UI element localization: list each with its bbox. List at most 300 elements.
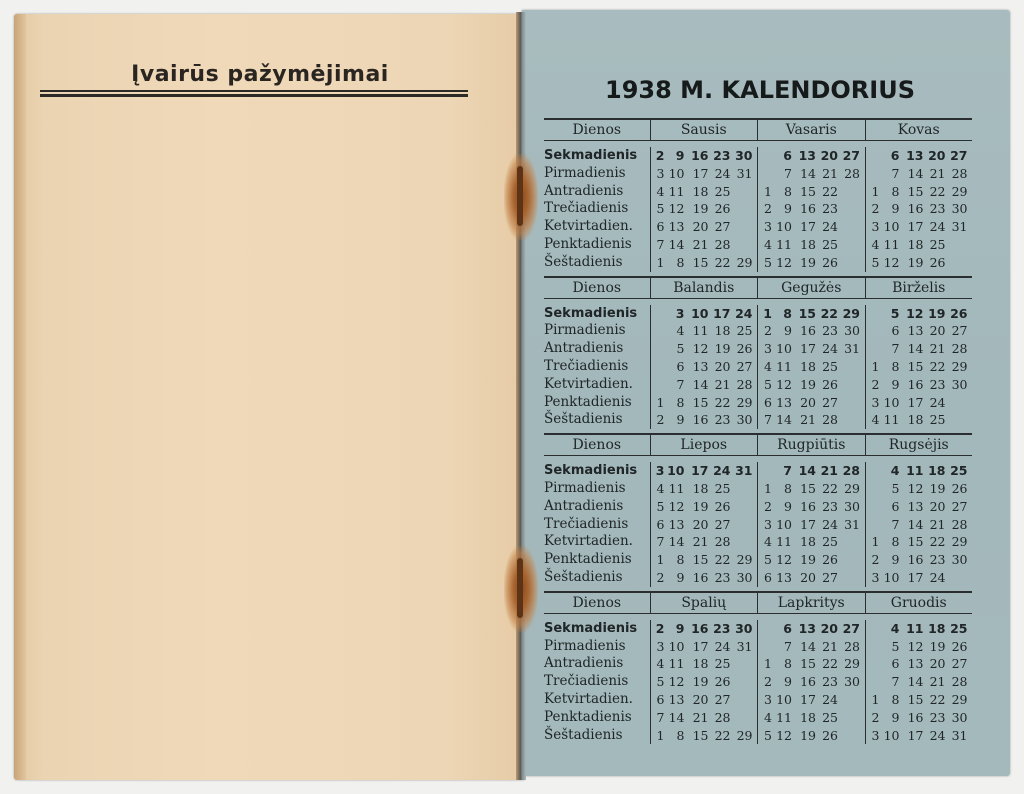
date-cell: 2 [656, 412, 665, 428]
date-cell: 10 [883, 569, 900, 585]
date-cell [731, 218, 753, 236]
date-cell [838, 183, 860, 201]
date-cell: 15 [692, 394, 709, 410]
date-cell: 5 [871, 254, 880, 270]
date-cell: 9 [784, 498, 792, 514]
date-cell: 20 [692, 219, 709, 235]
date-cell: 18 [800, 709, 816, 725]
date-cell: 28 [951, 165, 968, 181]
date-cell: 14 [907, 341, 924, 357]
date-cell: 27 [822, 394, 838, 410]
date-cell: 6 [891, 323, 900, 339]
date-cell: 15 [692, 727, 709, 743]
date-cell: 22 [929, 183, 946, 199]
date-cell: 11 [692, 323, 709, 339]
date-cell: 27 [951, 498, 968, 514]
date-cell: 3 [871, 569, 880, 585]
date-cell: 15 [800, 656, 816, 672]
date-row [651, 498, 758, 516]
date-cell: 28 [951, 341, 968, 357]
date-cell: 24 [713, 463, 731, 479]
date-cell: 3 [656, 638, 665, 654]
date-cell [838, 709, 860, 727]
weekday-label: Šeštadienis [544, 568, 623, 585]
date-cell [758, 165, 772, 183]
date-cell: 24 [822, 341, 838, 357]
date-cell: 11 [906, 620, 924, 636]
date-row [866, 305, 973, 323]
date-cell: 15 [907, 534, 924, 550]
date-cell: 12 [692, 341, 709, 357]
quarter-block [544, 591, 972, 749]
weekday-label: Sekmadienis [544, 463, 638, 479]
date-cell: 3 [764, 219, 772, 235]
date-row [651, 411, 758, 429]
date-cell: 10 [883, 219, 900, 235]
date-cell: 8 [676, 727, 685, 743]
date-cell: 30 [951, 552, 968, 568]
date-cell: 1 [871, 534, 880, 550]
date-cell: 7 [656, 534, 665, 550]
date-cell: 11 [776, 534, 792, 550]
date-row [866, 147, 973, 165]
date-cell [838, 727, 860, 745]
date-cell: 25 [714, 480, 731, 496]
weekday-column [544, 305, 650, 430]
date-cell [838, 218, 860, 236]
date-cell: 4 [764, 358, 772, 374]
date-cell: 25 [714, 183, 731, 199]
date-cell: 13 [776, 569, 792, 585]
date-cell [731, 480, 753, 498]
quarter-header [544, 433, 972, 456]
date-cell [651, 340, 665, 358]
date-cell: 5 [764, 376, 772, 392]
date-cell: 9 [784, 323, 792, 339]
date-cell: 1 [764, 480, 772, 496]
date-cell [838, 569, 860, 587]
date-cell: 3 [764, 341, 772, 357]
date-cell: 14 [907, 674, 924, 690]
date-cell: 8 [891, 534, 900, 550]
date-cell: 8 [784, 183, 792, 199]
date-row [758, 655, 865, 673]
date-row [651, 376, 758, 394]
date-cell: 13 [668, 691, 685, 707]
date-cell: 17 [907, 727, 924, 743]
calendar-title: 1938 M. KALENDORIUS [605, 76, 915, 104]
date-cell: 25 [929, 412, 946, 428]
date-cell: 14 [800, 638, 816, 654]
date-row [758, 218, 865, 236]
date-cell [758, 462, 772, 480]
date-cell: 9 [891, 376, 900, 392]
month-name: Vasaris [757, 120, 865, 140]
date-cell: 31 [844, 341, 860, 357]
date-cell: 4 [656, 183, 665, 199]
date-cell [838, 691, 860, 709]
date-cell [731, 709, 753, 727]
date-cell: 23 [929, 201, 946, 217]
date-cell: 14 [692, 376, 709, 392]
date-cell: 23 [929, 552, 946, 568]
date-cell: 21 [692, 236, 709, 252]
date-row [758, 254, 865, 272]
date-cell: 2 [764, 201, 772, 217]
date-cell [866, 516, 880, 534]
date-row [758, 411, 865, 429]
date-cell: 20 [692, 516, 709, 532]
date-cell: 7 [783, 463, 792, 479]
month-name: Lapkritys [757, 593, 865, 613]
date-cell: 21 [822, 638, 838, 654]
date-cell: 26 [822, 727, 838, 743]
date-cell: 26 [822, 376, 838, 392]
date-cell: 18 [907, 412, 924, 428]
weekday-label: Šeštadienis [544, 253, 623, 270]
date-row [758, 516, 865, 534]
date-cell: 9 [784, 674, 792, 690]
date-row [758, 147, 865, 165]
date-row [758, 322, 865, 340]
date-cell: 4 [890, 620, 900, 636]
date-row [758, 358, 865, 376]
date-cell [651, 358, 665, 376]
weekday-label: Šeštadienis [544, 411, 623, 428]
date-cell: 3 [871, 394, 880, 410]
date-cell: 10 [668, 165, 685, 181]
date-cell: 15 [907, 691, 924, 707]
date-cell: 13 [798, 620, 816, 636]
month-name: Rugpiūtis [757, 435, 865, 455]
date-cell: 15 [692, 254, 709, 270]
date-cell: 23 [822, 323, 838, 339]
date-cell: 24 [822, 516, 838, 532]
date-cell: 24 [929, 219, 946, 235]
date-cell: 31 [951, 727, 968, 743]
date-cell [758, 147, 772, 165]
date-cell: 2 [871, 709, 880, 725]
date-cell: 27 [714, 691, 731, 707]
date-cell: 18 [928, 463, 946, 479]
date-cell: 12 [776, 727, 792, 743]
date-cell: 12 [668, 498, 685, 514]
date-cell: 30 [735, 620, 753, 636]
weekday-label: Antradienis [544, 655, 624, 672]
date-cell: 18 [692, 656, 709, 672]
date-cell: 28 [951, 674, 968, 690]
date-cell: 3 [871, 219, 880, 235]
date-cell: 13 [776, 394, 792, 410]
date-row [866, 480, 973, 498]
date-cell [946, 569, 968, 587]
date-cell: 23 [714, 412, 731, 428]
date-row [866, 340, 973, 358]
date-cell: 16 [800, 323, 816, 339]
date-cell: 17 [800, 516, 816, 532]
date-cell: 3 [871, 727, 880, 743]
date-row [758, 533, 865, 551]
month-name: Balandis [650, 278, 758, 298]
date-row [651, 200, 758, 218]
date-row [651, 569, 758, 587]
date-row [758, 673, 865, 691]
date-cell: 27 [951, 656, 968, 672]
date-cell: 10 [691, 305, 709, 321]
date-cell: 7 [891, 165, 900, 181]
date-cell: 10 [776, 219, 792, 235]
date-cell [731, 691, 753, 709]
date-cell: 13 [906, 148, 924, 163]
date-row [651, 620, 758, 638]
date-cell: 6 [783, 620, 792, 636]
date-cell: 2 [764, 323, 772, 339]
date-cell: 5 [764, 254, 772, 270]
date-cell: 28 [842, 463, 860, 479]
date-cell: 6 [676, 358, 685, 374]
date-cell: 4 [764, 709, 772, 725]
weekday-label: Ketvirtadien. [544, 690, 633, 707]
date-cell: 28 [822, 412, 838, 428]
weekday-label: Trečiadienis [544, 673, 629, 690]
date-row [758, 638, 865, 656]
date-cell: 22 [822, 656, 838, 672]
date-cell: 25 [714, 656, 731, 672]
date-cell [651, 376, 665, 394]
date-cell: 29 [736, 727, 753, 743]
quarter-block [544, 433, 972, 591]
month-column [757, 462, 865, 587]
weekday-label: Trečiadienis [544, 200, 629, 217]
date-cell [651, 322, 665, 340]
date-row [866, 620, 973, 638]
month-name: Kovas [865, 120, 973, 140]
date-cell: 31 [951, 219, 968, 235]
date-cell: 21 [800, 412, 816, 428]
date-cell [838, 411, 860, 429]
date-cell: 16 [800, 498, 816, 514]
days-header: Dienos [572, 594, 622, 611]
date-cell: 1 [656, 727, 665, 743]
date-cell: 20 [929, 656, 946, 672]
month-column [757, 305, 865, 430]
date-cell: 31 [736, 638, 753, 654]
date-cell: 26 [822, 552, 838, 568]
date-cell: 24 [714, 638, 731, 654]
weekday-label: Sekmadienis [544, 148, 638, 163]
date-cell: 7 [764, 412, 772, 428]
month-name: Rugsėjis [865, 435, 973, 455]
weekday-label: Penktadienis [544, 235, 632, 252]
date-row [866, 200, 973, 218]
date-row [651, 218, 758, 236]
date-cell: 26 [714, 201, 731, 217]
date-cell: 14 [907, 165, 924, 181]
weekday-label: Pirmadienis [544, 479, 626, 496]
date-cell [866, 462, 880, 480]
weekday-label: Ketvirtadien. [544, 218, 633, 235]
date-row [758, 727, 865, 745]
title-rule-thick [40, 94, 468, 97]
date-cell: 11 [776, 709, 792, 725]
date-cell: 22 [929, 691, 946, 707]
date-cell: 20 [928, 148, 946, 163]
date-cell: 5 [764, 552, 772, 568]
date-cell: 16 [692, 412, 709, 428]
date-cell [758, 620, 772, 638]
weekday-label: Antradienis [544, 340, 624, 357]
date-cell: 30 [844, 498, 860, 514]
date-cell: 17 [691, 463, 709, 479]
date-cell: 16 [907, 709, 924, 725]
date-cell: 18 [714, 323, 731, 339]
date-cell [731, 200, 753, 218]
date-cell: 28 [736, 376, 753, 392]
date-cell: 5 [764, 727, 772, 743]
date-cell: 25 [736, 323, 753, 339]
date-row [866, 498, 973, 516]
date-cell: 12 [668, 674, 685, 690]
date-cell [866, 480, 880, 498]
date-cell: 13 [668, 516, 685, 532]
date-cell: 1 [871, 358, 880, 374]
date-cell: 29 [951, 691, 968, 707]
date-cell [838, 200, 860, 218]
date-cell: 19 [800, 376, 816, 392]
date-cell: 6 [891, 498, 900, 514]
date-cell: 23 [822, 201, 838, 217]
date-cell: 24 [822, 219, 838, 235]
date-cell: 7 [891, 516, 900, 532]
date-row [866, 322, 973, 340]
date-cell: 21 [929, 674, 946, 690]
date-row [866, 358, 973, 376]
date-row [866, 691, 973, 709]
date-cell: 6 [656, 516, 665, 532]
date-cell: 11 [668, 480, 685, 496]
date-cell [758, 638, 772, 656]
date-row [866, 569, 973, 587]
date-cell: 16 [800, 201, 816, 217]
date-cell [731, 655, 753, 673]
date-cell: 2 [871, 552, 880, 568]
date-cell: 19 [714, 341, 731, 357]
date-row [758, 376, 865, 394]
date-cell: 18 [692, 480, 709, 496]
month-column [757, 147, 865, 272]
date-cell: 26 [950, 305, 968, 321]
date-cell: 7 [784, 638, 792, 654]
weekday-label: Pirmadienis [544, 637, 626, 654]
quarter-header [544, 118, 972, 141]
date-cell: 1 [764, 183, 772, 199]
date-cell: 10 [667, 463, 685, 479]
date-cell: 30 [736, 569, 753, 585]
date-cell: 26 [736, 341, 753, 357]
date-cell: 16 [691, 148, 709, 163]
weekday-label: Penktadienis [544, 708, 632, 725]
date-cell: 2 [871, 376, 880, 392]
weekday-label: Penktadienis [544, 393, 632, 410]
month-column [865, 462, 973, 587]
date-row [758, 462, 865, 480]
date-row [866, 218, 973, 236]
date-cell: 30 [844, 323, 860, 339]
date-cell: 28 [844, 165, 860, 181]
date-cell: 26 [951, 638, 968, 654]
date-cell: 29 [951, 534, 968, 550]
date-cell [731, 236, 753, 254]
date-cell: 23 [929, 709, 946, 725]
date-cell: 19 [692, 498, 709, 514]
date-cell [838, 236, 860, 254]
date-cell: 4 [764, 236, 772, 252]
date-cell: 21 [820, 463, 838, 479]
date-cell [866, 655, 880, 673]
date-cell: 12 [883, 254, 900, 270]
date-cell [838, 254, 860, 272]
date-cell: 5 [656, 674, 665, 690]
date-cell: 20 [929, 323, 946, 339]
date-row [866, 638, 973, 656]
date-cell [946, 254, 968, 272]
date-cell: 20 [800, 569, 816, 585]
date-cell: 22 [714, 394, 731, 410]
date-cell: 3 [655, 463, 665, 479]
date-cell: 29 [736, 552, 753, 568]
date-cell: 10 [776, 341, 792, 357]
date-cell: 13 [668, 219, 685, 235]
left-page-title: Įvairūs pažymėjimai [131, 62, 389, 87]
date-cell: 28 [714, 236, 731, 252]
date-row [651, 236, 758, 254]
calendar-table [544, 118, 972, 748]
date-row [758, 569, 865, 587]
month-name: Sausis [650, 120, 758, 140]
date-cell: 27 [736, 358, 753, 374]
date-cell: 4 [871, 412, 880, 428]
date-cell: 23 [929, 376, 946, 392]
date-cell: 8 [676, 254, 685, 270]
date-cell: 12 [668, 201, 685, 217]
date-cell: 18 [800, 236, 816, 252]
date-cell: 19 [907, 254, 924, 270]
date-cell: 1 [656, 552, 665, 568]
date-cell: 26 [714, 674, 731, 690]
date-cell [866, 165, 880, 183]
date-cell: 19 [929, 638, 946, 654]
date-cell: 11 [668, 183, 685, 199]
date-cell: 1 [764, 656, 772, 672]
date-cell: 4 [656, 480, 665, 496]
date-cell: 2 [764, 674, 772, 690]
date-cell: 5 [890, 305, 900, 321]
date-cell [946, 394, 968, 412]
date-cell: 25 [950, 463, 968, 479]
date-cell: 16 [692, 569, 709, 585]
month-column [865, 147, 973, 272]
date-cell: 17 [907, 569, 924, 585]
date-cell: 16 [907, 376, 924, 392]
page-edge [14, 14, 26, 780]
date-cell: 31 [735, 463, 753, 479]
date-cell: 16 [907, 201, 924, 217]
date-cell: 12 [907, 480, 924, 496]
date-cell: 29 [844, 656, 860, 672]
date-cell: 10 [776, 516, 792, 532]
date-cell: 19 [692, 674, 709, 690]
date-cell: 6 [891, 656, 900, 672]
